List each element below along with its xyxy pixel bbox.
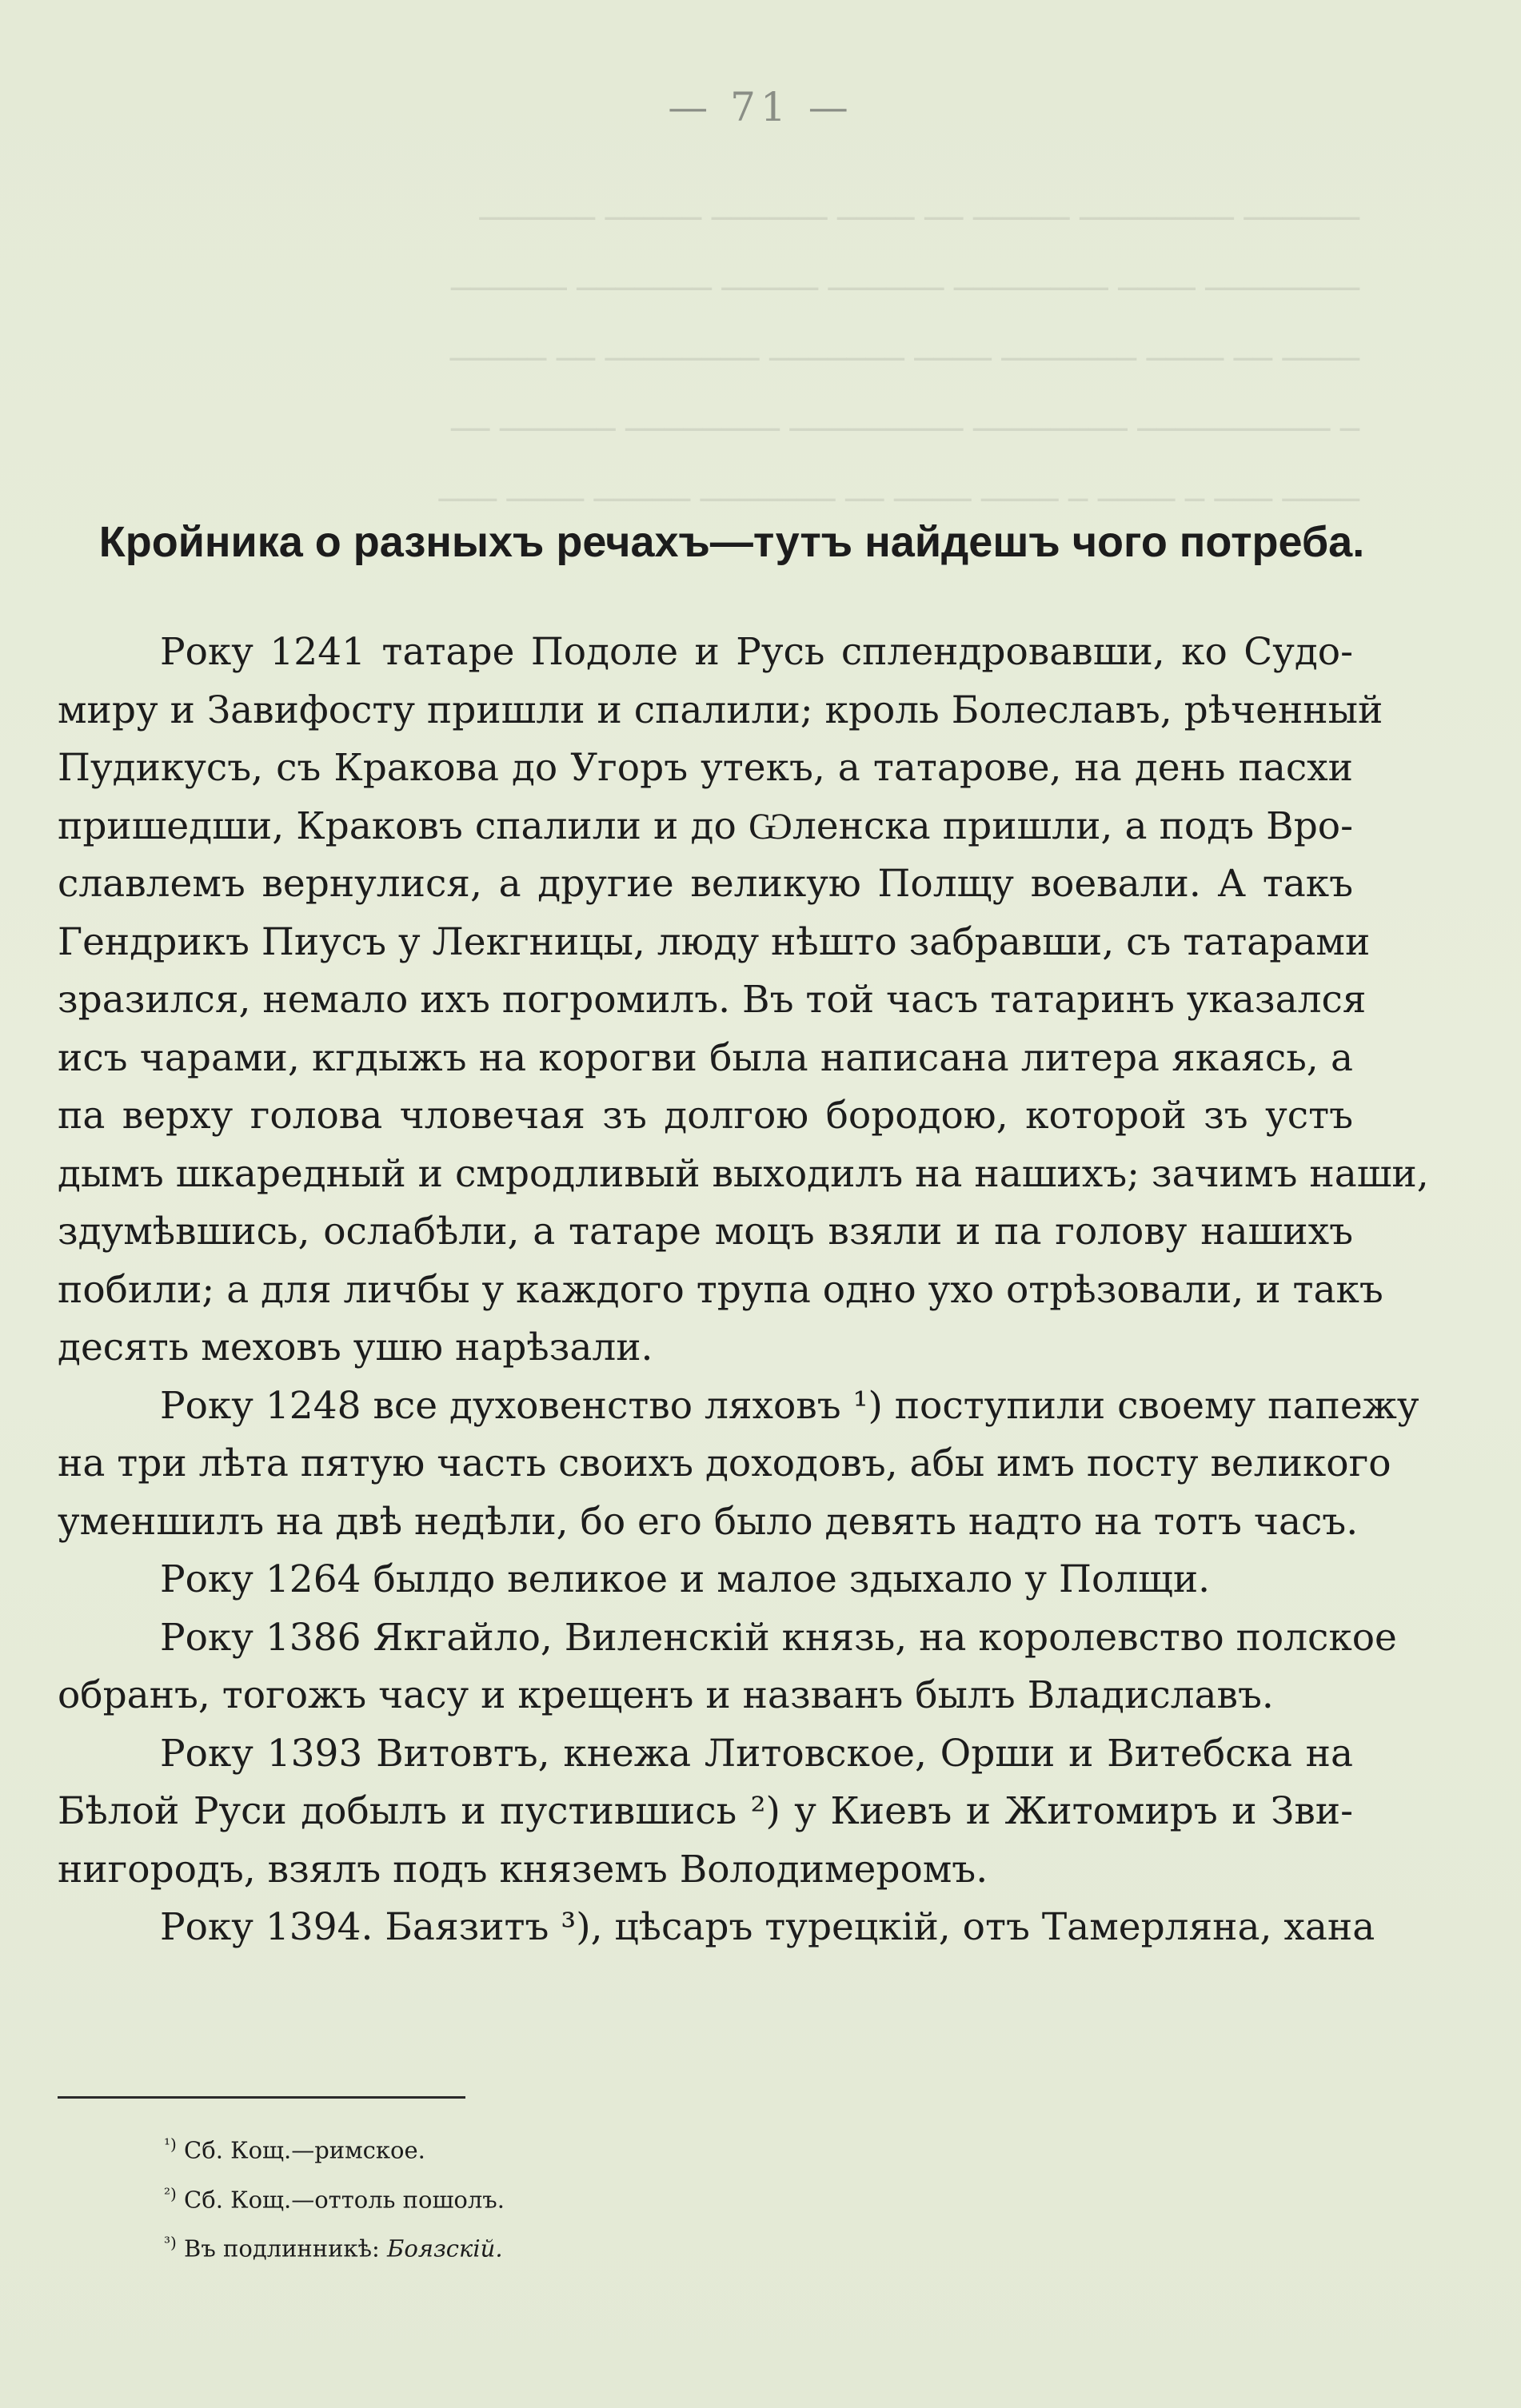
footnotes [164, 2123, 964, 2270]
text-line: миру и Завифосту пришли и спалили; кроль Болеславъ, рѣченный [58, 688, 1383, 732]
text-line: Року 1393 Витовтъ, кнежа Литовское, Орши и Витебска на [160, 1731, 1353, 1776]
footnote-mark: ³) [164, 2233, 177, 2253]
text-line: зразился, немало ихъ погромилъ. Въ той часъ татаринъ указался [58, 978, 1367, 1022]
footnote-mark: ²) [164, 2183, 177, 2203]
footnote-text: Сб. Кощ.—оттоль пошолъ. [184, 2186, 505, 2214]
footnote-text: Въ подлинникѣ: [184, 2235, 388, 2262]
text-line: уменшилъ на двѣ недѣли, бо его было девять надто на тотъ часъ. [58, 1499, 1359, 1544]
text-line: славлемъ вернулися, а другие великую Полщу воевали. А такъ [58, 862, 1353, 906]
text-line: десять меховъ ушю нарѣзали. [58, 1326, 653, 1369]
text-line: исъ чарами, кгдыжъ на корогви была написана литера якаясь, а [58, 1035, 1353, 1080]
text-line: па верху голова чловечая зъ долгою бородою, которой зъ устъ [58, 1094, 1353, 1138]
footnote-divider [58, 2096, 465, 2099]
footnote-mark: ¹) [164, 2135, 177, 2154]
paragraph-1248 [58, 1377, 1419, 1552]
text-line: побили; а для личбы у каждого трупа одно ухо отрѣзовали, и такъ [58, 1267, 1383, 1312]
footnote-text: Сб. Кощ.—римское. [184, 2136, 425, 2164]
paragraph-1264 [58, 1551, 1353, 1609]
paragraph-1394 [58, 1899, 1375, 1957]
text-line: дымъ шкаредный и смродливый выходилъ на нашихъ; зачимъ наши, [58, 1151, 1429, 1196]
footnote-3 [164, 2221, 964, 2270]
chapter-title: Кройника о разныхъ речахъ—тутъ найдешъ чого потреба. [98, 518, 1365, 566]
text-line: на три лѣта пятую часть своихъ доходовъ, абы имъ посту великого [58, 1441, 1391, 1485]
text-line: обранъ, тогожъ часу и крещенъ и названъ былъ Владиславъ. [58, 1673, 1274, 1717]
footnote-1 [164, 2123, 964, 2172]
footnote-italic-text: Боязскій. [387, 2235, 503, 2262]
footnote-2 [164, 2172, 964, 2222]
page-number: — 71 — [668, 84, 853, 130]
paragraph-1241 [58, 624, 1429, 1377]
text-line: Року 1394. Баязитъ ³), цѣсаръ турецкій, отъ Тамерляна, хана [160, 1905, 1375, 1949]
text-line: Пудикусъ, съ Кракова до Угоръ утекъ, а татарове, на день пасхи [58, 746, 1353, 790]
paragraph-1386 [58, 1609, 1397, 1725]
text-line: Бѣлой Руси добылъ и пустившись ²) у Киевъ и Житомиръ и Зви- [58, 1789, 1353, 1833]
text-line: Гендрикъ Пиусъ у Лекгницы, люду нѣшто забравши, съ татарами [58, 919, 1371, 964]
paragraph-1393 [58, 1725, 1353, 1900]
text-line: пришедши, Краковъ спалили и до Ѡленска пришли, а подъ Вро- [58, 803, 1353, 848]
text-line: Року 1248 все духовенство ляховъ ¹) поступили своему папежу [160, 1383, 1419, 1428]
text-line: Року 1241 татаре Подоле и Русь сплендровавши, ко Судо- [160, 630, 1353, 674]
text-line: здумѣвшись, ослабѣли, а татаре моцъ взяли и па голову нашихъ [58, 1210, 1353, 1254]
bleed-through-text: ────── ──────── ───── ── ──── ────── ───── ────── ──────── ──── ──────── ────── ───── ─────── ────── ──── ── ──── ─────── ──── ─────── ──────── ── ───── ─ ────────── ──────── ───────── ──────── ────── ── ──── ─── ─ ──── ─ ──── ──── ── ─────── ───── ──── ─── [438, 201, 1359, 519]
body-text [58, 624, 1429, 1957]
text-line: Року 1264 былдо великое и малое здыхало у Полщи. [160, 1557, 1211, 1601]
text-line: Року 1386 Якгайло, Виленскій князь, на королевство полское [160, 1615, 1397, 1660]
text-line: нигородъ, взялъ подъ княземъ Володимеромъ. [58, 1847, 988, 1892]
